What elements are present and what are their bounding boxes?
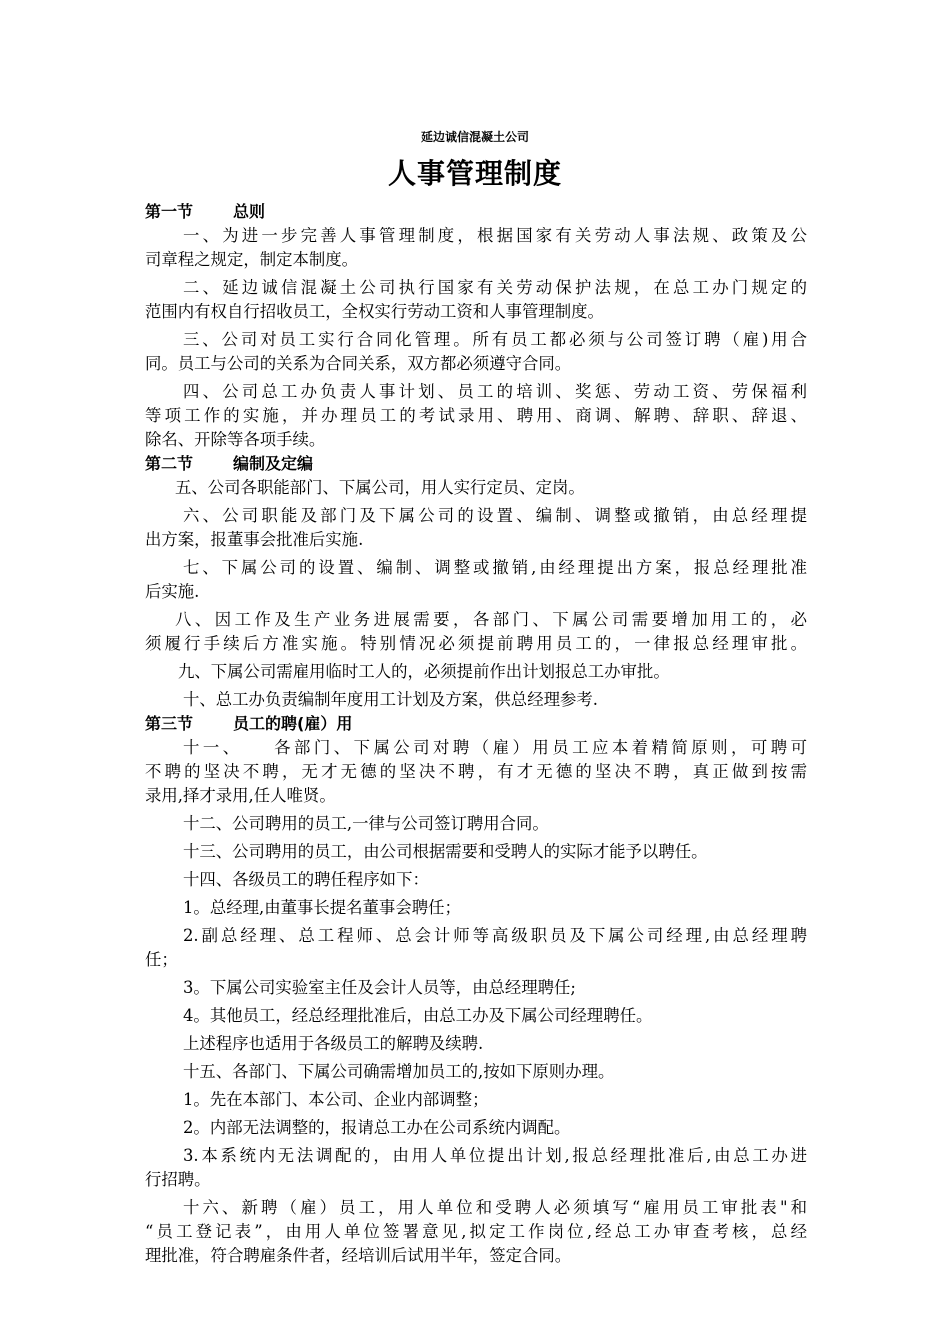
paragraph-line: 同。员工与公司的关系为合同关系，双方都必须遵守合同。 bbox=[145, 354, 572, 373]
section-name: 总则 bbox=[233, 202, 266, 221]
paragraph-line: 3.本系统内无法调配的，由用人单位提出计划,报总经理批准后,由总工办进 bbox=[183, 1146, 807, 1165]
document-body bbox=[145, 200, 807, 1268]
section-label: 第一节 bbox=[145, 202, 194, 221]
paragraph-line: 录用,择才录用,任人唯贤。 bbox=[145, 786, 336, 805]
paragraph-line: 司章程之规定，制定本制度。 bbox=[145, 250, 359, 269]
section-heading bbox=[145, 200, 807, 224]
paragraph-line: 十二、公司聘用的员工,一律与公司签订聘用合同。 bbox=[183, 814, 549, 833]
paragraph-line: 范围内有权自行招收员工，全权实行劳动工资和人事管理制度。 bbox=[145, 302, 604, 321]
section-heading bbox=[145, 452, 807, 476]
paragraph-line: 3。下属公司实验室主任及会计人员等，由总经理聘任; bbox=[183, 978, 576, 997]
paragraph-line: “员工登记表”，由用人单位签署意见,拟定工作岗位,经总工办审查考核，总经 bbox=[145, 1222, 807, 1241]
company-name: 延边诚信混凝土公司 bbox=[420, 130, 529, 144]
paragraph-line: 行招聘。 bbox=[145, 1170, 211, 1189]
paragraph-line: 1。总经理,由董事长提名董事会聘任； bbox=[183, 898, 461, 917]
paragraph-line: 任； bbox=[145, 950, 178, 969]
paragraph-line: 等项工作的实施，并办理员工的考试录用、聘用、商调、解聘、辞职、辞退、 bbox=[145, 406, 807, 425]
section-label: 第二节 bbox=[145, 454, 194, 473]
paragraph-line: 十一、 各部门、下属公司对聘（雇）用员工应本着精简原则，可聘可 bbox=[183, 738, 807, 757]
paragraph-line: 1。先在本部门、本公司、企业内部调整； bbox=[183, 1090, 489, 1109]
paragraph-line: 2。内部无法调整的，报请总工办在公司系统内调配。 bbox=[183, 1118, 571, 1137]
section-name: 员工的聘(雇）用 bbox=[233, 714, 353, 733]
paragraph-line: 后实施. bbox=[145, 582, 200, 601]
paragraph-line: 九、下属公司需雇用临时工人的，必须提前作出计划报总工办审批。 bbox=[178, 662, 670, 681]
paragraph-line: 七、下属公司的设置、编制、调整或撤销,由经理提出方案，报总经理批准 bbox=[183, 558, 807, 577]
paragraph-line: 除名、开除等各项手续。 bbox=[145, 430, 326, 449]
paragraph-line: 出方案，报董事会批准后实施. bbox=[145, 530, 364, 549]
paragraph-line: 4。其他员工，经总经理批准后，由总工办及下属公司经理聘任。 bbox=[183, 1006, 653, 1025]
section-name: 编制及定编 bbox=[233, 454, 314, 473]
paragraph-line: 八、因工作及生产业务进展需要，各部门、下属公司需要增加用工的，必 bbox=[175, 610, 807, 629]
paragraph-line: 一、为进一步完善人事管理制度，根据国家有关劳动人事法规、政策及公 bbox=[183, 226, 807, 245]
paragraph-line: 十六、新聘（雇）员工，用人单位和受聘人必须填写“雇用员工审批表"和 bbox=[183, 1198, 807, 1217]
paragraph-line: 二、延边诚信混凝土公司执行国家有关劳动保护法规，在总工办门规定的 bbox=[183, 278, 807, 297]
paragraph-line: 五、公司各职能部门、下属公司，用人实行定员、定岗。 bbox=[175, 478, 585, 497]
paragraph-line: 十四、各级员工的聘任程序如下： bbox=[183, 870, 429, 889]
paragraph-line: 须履行手续后方准实施。特别情况必须提前聘用员工的，一律报总经理审批。 bbox=[145, 634, 807, 653]
section-heading bbox=[145, 712, 807, 736]
section-label: 第三节 bbox=[145, 714, 194, 733]
paragraph-line: 上述程序也适用于各级员工的解聘及续聘. bbox=[183, 1034, 484, 1053]
paragraph-line: 三、公司对员工实行合同化管理。所有员工都必须与公司签订聘（雇)用合 bbox=[183, 330, 807, 349]
paragraph-line: 理批准，符合聘雇条件者，经培训后试用半年，签定合同。 bbox=[145, 1246, 572, 1265]
paragraph-line: 2.副总经理、总工程师、总会计师等高级职员及下属公司经理,由总经理聘 bbox=[183, 926, 807, 945]
paragraph-line: 十、总工办负责编制年度用工计划及方案，供总经理参考. bbox=[183, 690, 598, 709]
paragraph-line: 四、公司总工办负责人事计划、员工的培训、奖惩、劳动工资、劳保福利 bbox=[183, 382, 807, 401]
paragraph-line: 十三、公司聘用的员工，由公司根据需要和受聘人的实际才能予以聘任。 bbox=[183, 842, 708, 861]
page-title: 人事管理制度 bbox=[387, 157, 562, 190]
paragraph-line: 六、公司职能及部门及下属公司的设置、编制、调整或撤销，由总经理提 bbox=[183, 506, 807, 525]
paragraph-line: 不聘的坚决不聘，无才无德的坚决不聘，有才无德的坚决不聘，真正做到按需 bbox=[145, 762, 807, 781]
paragraph-line: 十五、各部门、下属公司确需增加员工的,按如下原则办理。 bbox=[183, 1062, 615, 1081]
